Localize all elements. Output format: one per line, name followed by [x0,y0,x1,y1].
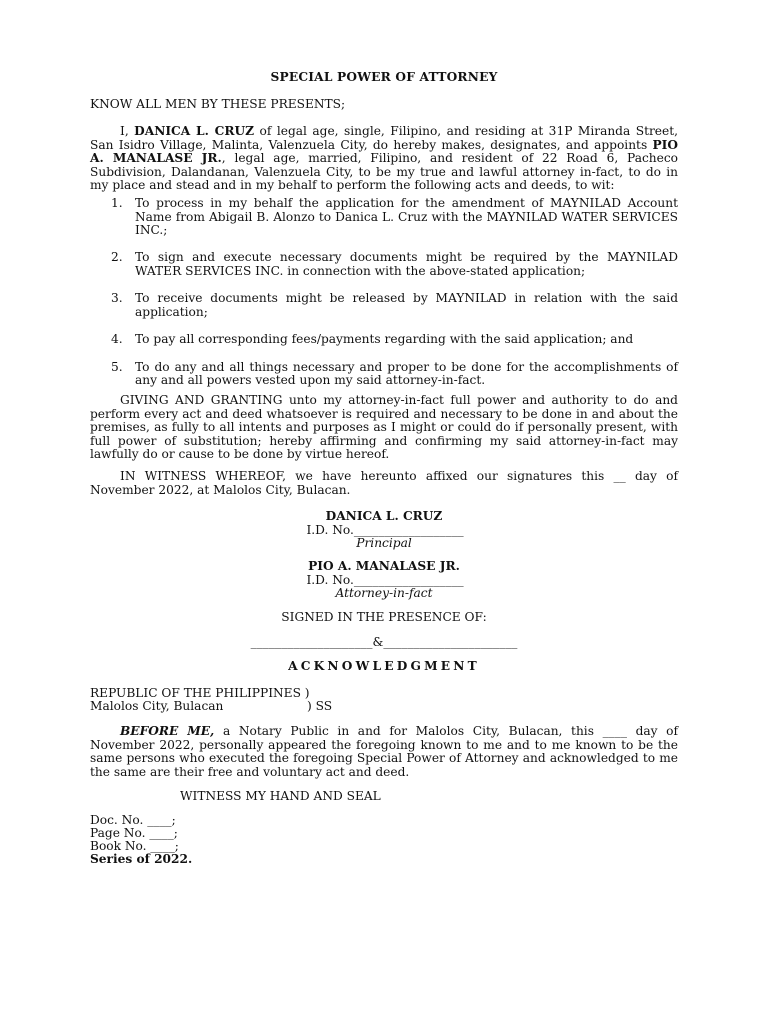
principal-signatory-name: DANICA L. CRUZ [325,509,443,523]
venue-line-1: REPUBLIC OF THE PHILIPPINES ) [90,686,310,700]
intro-text-2: of legal age, single, Filipino, and residing at 31P Miranda Street, San Isidro Village, Malinta, Valenzuela City, do hereby makes, designates, and appoints [90,124,678,152]
item-number: 4. [111,332,123,347]
principal-name: DANICA L. CRUZ [134,124,255,138]
intro-text-1: I, [120,124,135,138]
item-text: To pay all corresponding fees/payments regarding with the said application; and [135,332,634,347]
attorney-role: Attorney-in-fact [335,586,433,601]
witness-whereof-paragraph: IN WITNESS WHEREOF, we have hereunto affixed our signatures this __ day of November 2022, at Malolos City, Bulacan. [90,469,678,497]
intro-paragraph [90,125,678,193]
item-number: 5. [111,359,123,374]
before-me-text: a Notary Public in and for Malolos City, Bulacan, this ____ day of November 2022, personally appeared the foregoing known to me and to me known to be the same persons who executed the foregoing Special Power of Attorney and acknowledged to me the same are their free and voluntary act and deed. [90,724,679,779]
list-item [90,361,678,388]
item-text: To do any and all things necessary and proper to be done for the accomplishments of any and all powers vested upon my said attorney-in-fact. [135,359,678,388]
list-item [90,251,678,278]
acts-list [90,197,678,401]
principal-id-line: I.D. No.__________________ [306,522,464,537]
before-me-paragraph [90,725,678,779]
series: Series of 2022. [90,852,193,866]
item-text: To sign and execute necessary documents might be required by the MAYNILAD WATER SERVICES INC. in connection with the above-stated application; [135,250,678,279]
intro-text-3: , legal age, married, Filipino, and resident of 22 Road 6, Pacheco Subdivision, Dalandanan, Valenzuela City, to be my true and lawful attorney in-fact, to do in my place and stead and in my behalf to perform the following acts and deeds, to wit: [90,151,679,193]
before-me-label: BEFORE ME, [120,724,215,738]
page-no: Page No. ____; [90,826,178,840]
venue-city: Malolos City, Bulacan [90,699,224,713]
witness-signature-lines: ____________________&______________________ [250,635,518,649]
item-number: 2. [111,250,123,265]
list-item [90,333,678,347]
attorney-signature-block [0,560,768,601]
acknowledgment-title: ACKNOWLEDGMENT [288,659,480,673]
doc-no: Doc. No. ____; [90,813,176,827]
item-number: 3. [111,291,123,306]
item-text: To receive documents might be released by MAYNILAD in relation with the said application; [135,291,678,319]
hand-and-seal: WITNESS MY HAND AND SEAL [180,789,381,803]
attorney-id-line: I.D. No.__________________ [306,572,464,587]
list-item [90,197,678,238]
book-no: Book No. ____; [90,839,179,853]
signed-presence-label: SIGNED IN THE PRESENCE OF: [281,610,487,624]
item-text: To process in my behalf the application for the amendment of MAYNILAD Account Name from Abigail B. Alonzo to Danica L. Cruz with the MAYNILAD WATER SERVICES INC.; [135,196,678,238]
principal-signature-block [0,510,768,551]
granting-paragraph: GIVING AND GRANTING unto my attorney-in-fact full power and authority to do and perform every act and deed whatsoever is required and necessary to be done in and about the premises, as fully to all intents and purposes as I might or could do if personally present, with full power of substitution; hereby affirming and confirming my said attorney-in-fact may lawfully do or cause to be done by virtue hereof. [90,393,678,462]
list-item [90,292,678,319]
attorney-signatory-name: PIO A. MANALASE JR. [308,559,460,573]
item-number: 1. [111,196,123,210]
principal-role: Principal [356,536,412,551]
document-title: SPECIAL POWER OF ATTORNEY [270,70,498,84]
attorney-name: PIO A. MANALASE JR. [90,137,678,166]
salutation: KNOW ALL MEN BY THESE PRESENTS; [90,97,346,111]
venue-ss: ) SS [307,699,333,713]
venue-line-2 [90,700,678,714]
